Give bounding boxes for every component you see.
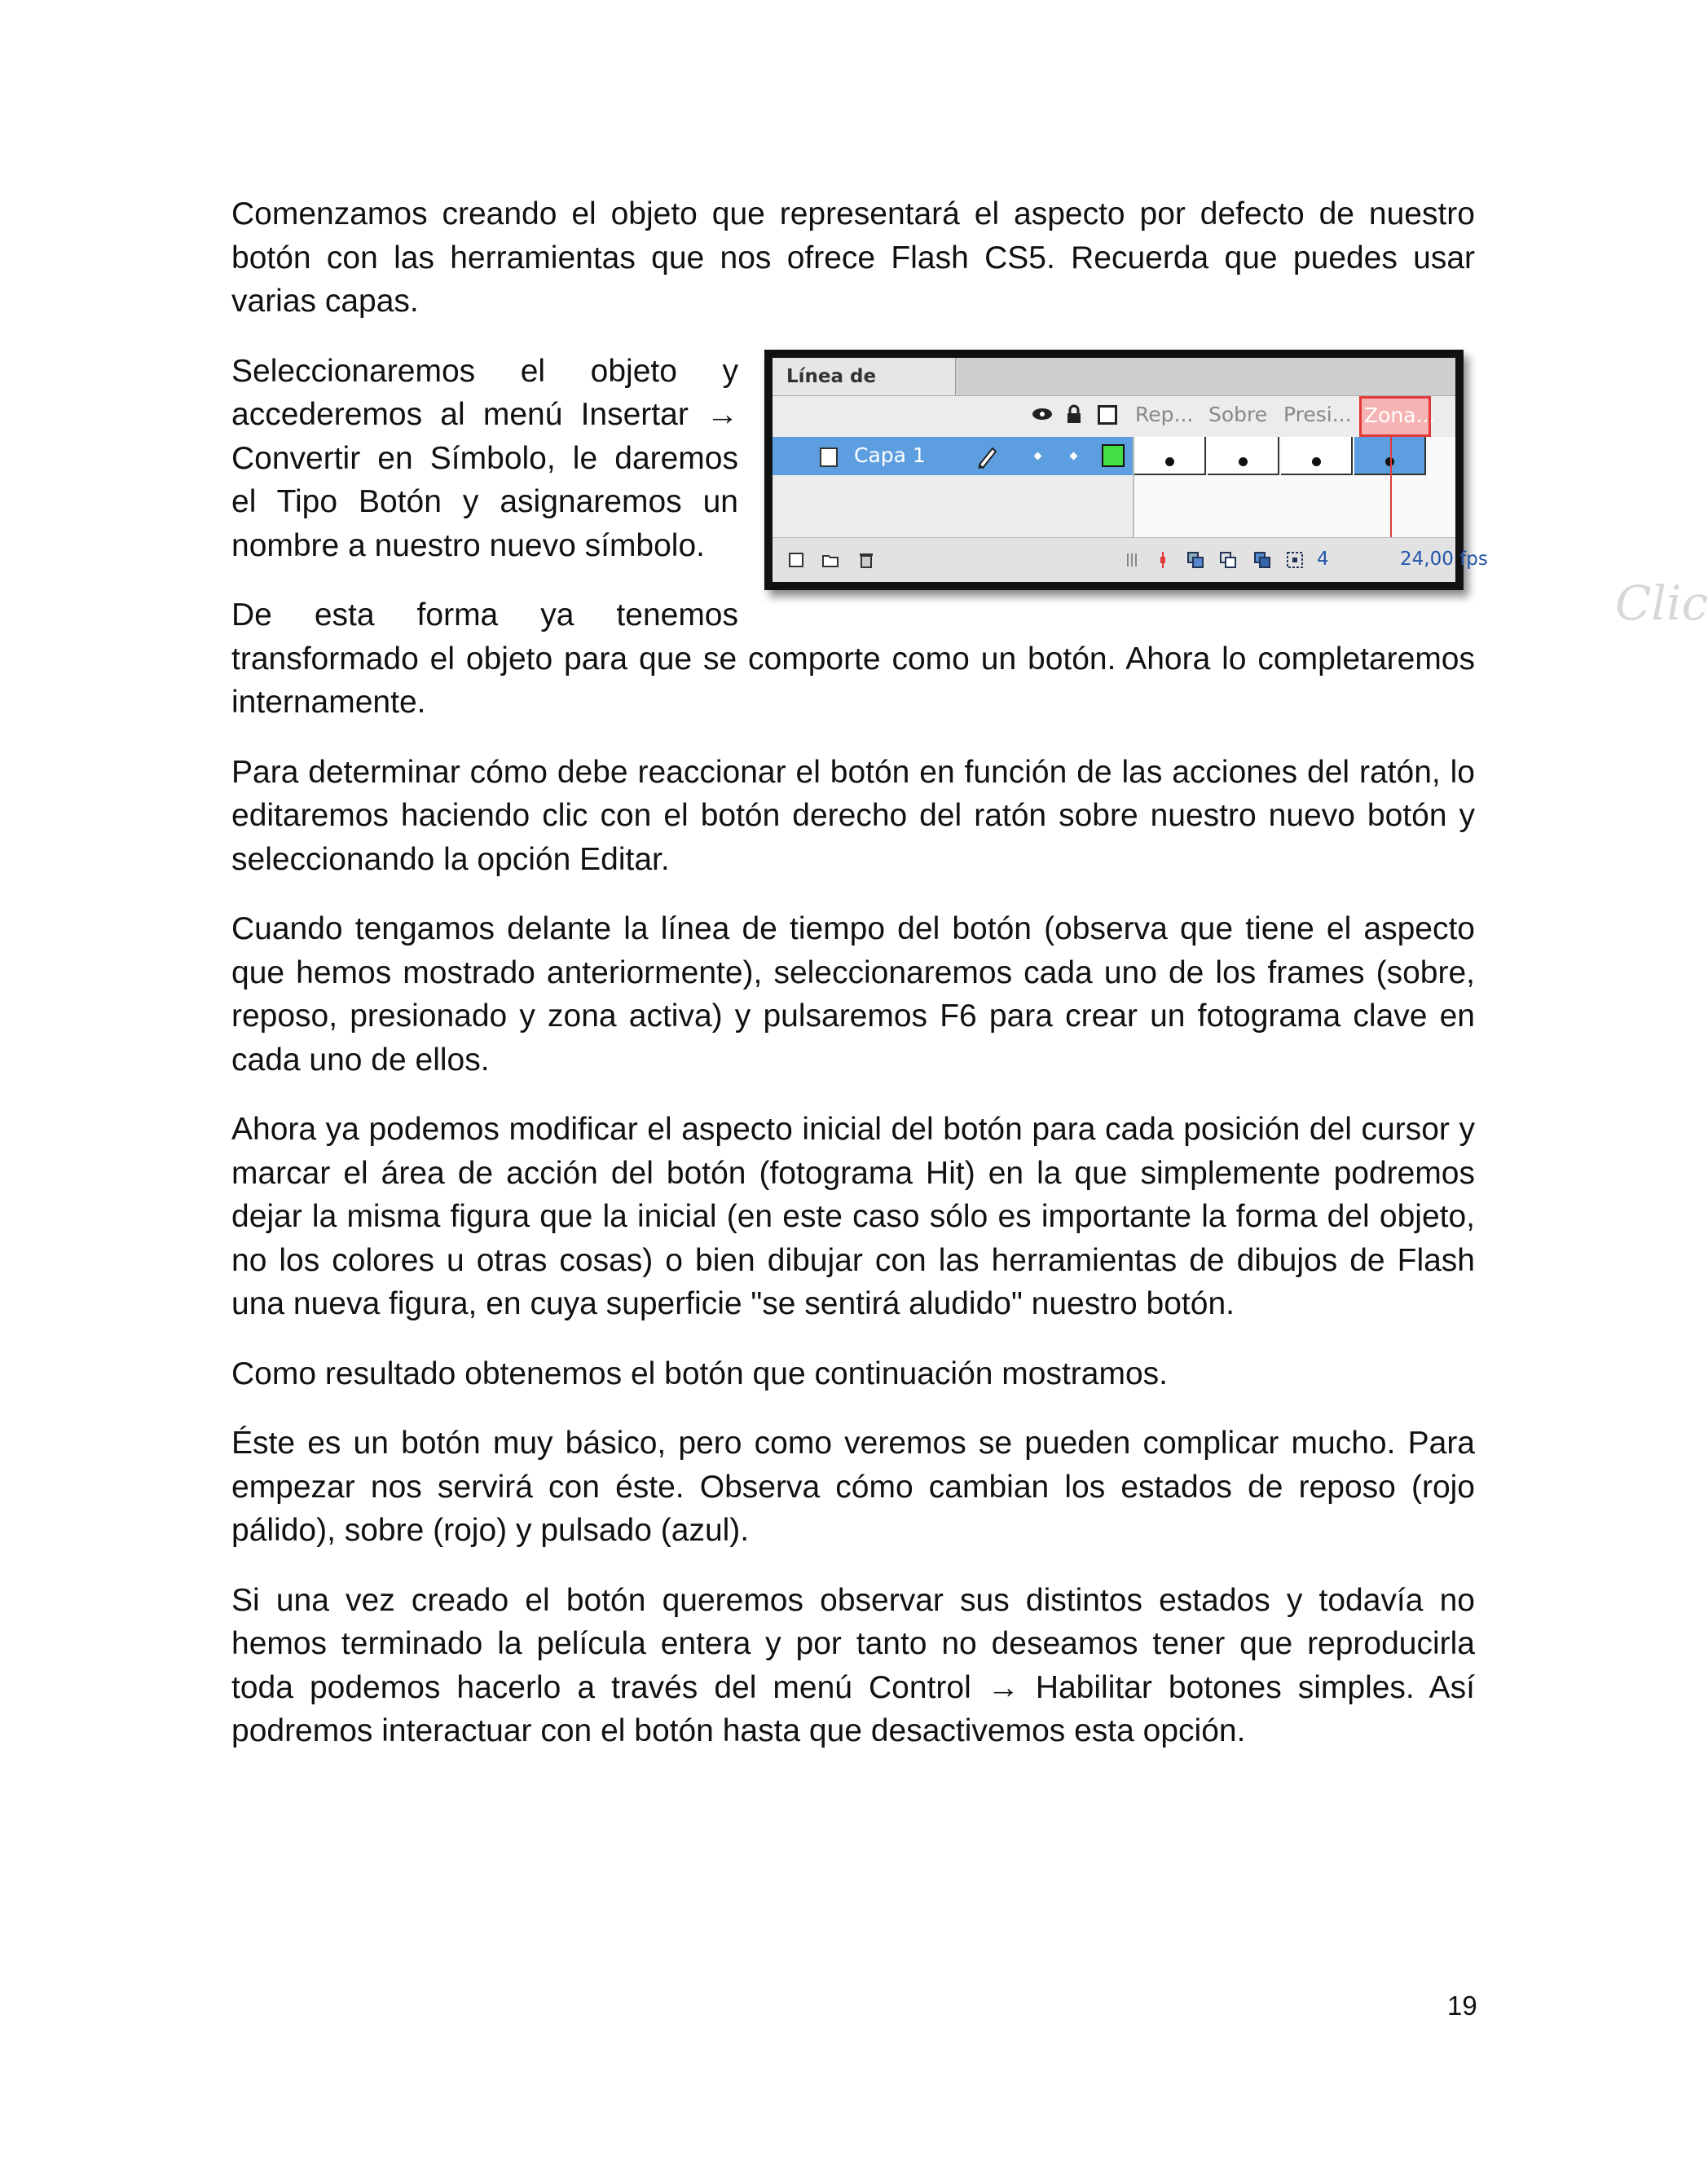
visibility-dot[interactable] (1034, 452, 1042, 460)
keyframe-presionado[interactable] (1281, 437, 1353, 475)
paragraph-intro: Comenzamos creando el objeto que representará el aspecto por defecto de nuestro botón con las herramientas que nos ofrece Flash CS5. Recuerda que puedes usar varias capas. (231, 196, 1475, 319)
center-frame-icon[interactable] (1154, 551, 1172, 569)
new-folder-icon[interactable] (821, 551, 839, 569)
layer-name: Capa 1 (854, 443, 926, 467)
timeline-titlebar (773, 358, 1455, 396)
keyframe-reposo[interactable] (1134, 437, 1206, 475)
scroll-grip-icon[interactable] (1123, 551, 1141, 569)
keyframe-dot (1312, 457, 1321, 466)
timeline-header (773, 396, 1455, 437)
layer-list-empty (773, 475, 1133, 538)
frame-label-reposo[interactable]: Rep... (1135, 402, 1194, 426)
keyframe-dot (1239, 457, 1248, 466)
paragraph-enable-buttons: Si una vez creado el botón queremos observar sus distintos estados y todavía no hemos terminado la película entera y por tanto no deseamos tener que reproducirla toda podemos hacerlo a través del menú Control → Habilitar botones simples. Así podremos interactuar con el botón hasta que desactivemos esta opción. (231, 1582, 1475, 1748)
watermark: Clic (1615, 575, 1708, 631)
lock-icon[interactable] (1066, 404, 1082, 424)
timeline-tab[interactable]: Línea de (773, 358, 956, 395)
onion-skin-icon[interactable] (1186, 551, 1204, 569)
frame-rate[interactable]: 24,00 fps (1400, 548, 1488, 570)
outline-icon[interactable] (1098, 405, 1117, 425)
layer-icon (820, 447, 838, 467)
paragraph-convert-symbol: Seleccionaremos el objeto y accederemos al menú Insertar → Convertir en Símbolo, le daremos el Tipo Botón y asignaremos un nombre a nuestro nuevo símbolo. (231, 353, 738, 563)
trash-icon[interactable] (857, 551, 875, 569)
onion-skin-outlines-icon[interactable] (1219, 551, 1237, 569)
new-layer-icon[interactable] (787, 551, 805, 569)
layer-row[interactable] (773, 437, 1133, 475)
keyframe-sobre[interactable] (1208, 437, 1279, 475)
paragraph-transformed: De esta forma ya tenemos transformado el objeto para que se comporte como un botón. Ahora lo completaremos internamente. (231, 597, 1475, 720)
paragraph-edit-button: Para determinar cómo debe reaccionar el botón en función de las acciones del ratón, lo editaremos haciendo clic con el botón derecho del ratón sobre nuestro nuevo botón y seleccionando la opción Editar. (231, 754, 1475, 877)
playhead[interactable] (1390, 437, 1392, 538)
frame-label-presionado[interactable]: Presi... (1283, 402, 1352, 426)
page-body (231, 192, 1708, 1779)
timeline-screenshot (764, 350, 1708, 631)
paragraph-result: Como resultado obtenemos el botón que continuación mostramos. (231, 1356, 1168, 1391)
lock-dot[interactable] (1070, 452, 1078, 460)
page-number: 19 (1447, 1990, 1477, 2021)
edit-multiple-frames-icon[interactable] (1253, 551, 1271, 569)
frame-label-zona-activa[interactable]: Zona... (1359, 396, 1431, 437)
keyframe-dot (1165, 457, 1174, 466)
frame-label-sobre[interactable]: Sobre (1208, 402, 1268, 426)
current-frame-number: 4 (1317, 548, 1329, 570)
layer-color-box[interactable] (1102, 444, 1125, 467)
timeline-footer (773, 537, 1488, 582)
eye-icon[interactable] (1032, 408, 1053, 421)
timeline-panel (764, 350, 1708, 631)
paragraph-basic-button: Éste es un botón muy básico, pero como veremos se pueden complicar mucho. Para empezar nos servirá con éste. Observa cómo cambian los estados de reposo (rojo pálido), sobre (rojo) y pulsado (azul). (231, 1426, 1475, 1548)
paragraph-modify-states: Ahora ya podemos modificar el aspecto inicial del botón para cada posición del cursor y marcar el área de acción del botón (fotograma Hit) en la que simplemente podremos dejar la misma figura que la inicial (en este caso sólo es importante la forma del objeto, no los colores u otras cosas) o bien dibujar con las herramientas de dibujos de Flash una nueva figura, en cuya superficie "se sentirá aludido" nuestro botón. (231, 1112, 1475, 1321)
paragraph-keyframes: Cuando tengamos delante la línea de tiempo del botón (observa que tiene el aspecto que hemos mostrado anteriormente), seleccionaremos cada uno de los frames (sobre, reposo, presionado y zona activa) y pulsaremos F6 para crear un fotograma clave en cada uno de ellos. (231, 911, 1475, 1078)
modify-onion-markers-icon[interactable] (1286, 551, 1304, 569)
pencil-icon (975, 443, 1001, 469)
